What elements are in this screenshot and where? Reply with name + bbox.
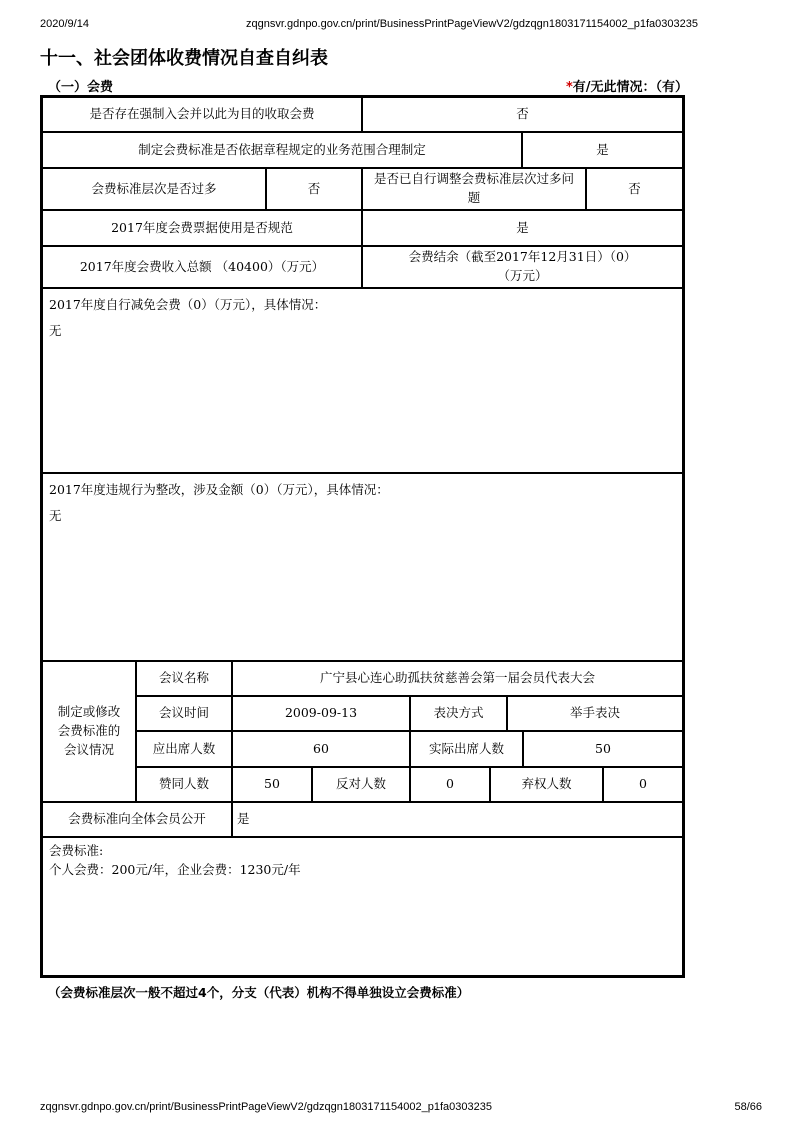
actual-attendance-label: 实际出席人数 <box>410 731 523 767</box>
standard-basis-label: 制定会费标准是否依据章程规定的业务范围合理制定 <box>42 132 522 168</box>
violation-label: 2017年度违规行为整改，涉及金额（0）（万元），具体情况： <box>49 482 389 497</box>
actual-attendance-value: 50 <box>523 731 683 767</box>
print-date: 2020/9/14 <box>40 18 89 30</box>
levels-label: 会费标准层次是否过多 <box>42 168 266 210</box>
fee-table <box>40 95 685 978</box>
abstain-count-value: 0 <box>603 767 683 802</box>
fee-standard-text: 个人会费：200元/年，企业会费：1230元/年 <box>49 862 301 878</box>
public-disclosure-value: 是 <box>232 802 683 837</box>
reduction-text: 无 <box>49 323 62 338</box>
required-star: * <box>565 80 573 95</box>
adjust-levels-label: 是否已自行调整会费标准层次过多问题 <box>362 168 586 210</box>
agree-count-label: 赞同人数 <box>136 767 232 802</box>
violation-text: 无 <box>49 508 62 523</box>
fee-standard-label: 会费标准: <box>49 843 104 858</box>
meeting-side-label: 制定或修改会费标准的会议情况 <box>42 661 136 802</box>
fee-standard-section <box>42 837 683 976</box>
income-total: 2017年度会费收入总额 （40400）（万元） <box>42 246 362 288</box>
section-title: （一）会费 <box>48 80 114 95</box>
meeting-name-label: 会议名称 <box>136 661 232 696</box>
footer-url: zqgnsvr.gdnpo.gov.cn/print/BusinessPrintPageViewV2/gdzqgn1803171154002_p1fa0303235 <box>40 1101 492 1113</box>
oppose-count-value: 0 <box>410 767 490 802</box>
vote-method-label: 表决方式 <box>410 696 507 731</box>
standard-basis-value: 是 <box>522 132 683 168</box>
expected-attendance-label: 应出席人数 <box>136 731 232 767</box>
status-indicator <box>566 76 688 95</box>
meeting-time-label: 会议时间 <box>136 696 232 731</box>
levels-value: 否 <box>266 168 362 210</box>
violation-section <box>42 473 683 661</box>
abstain-count-label: 弃权人数 <box>490 767 603 802</box>
forced-membership-value: 否 <box>362 97 683 132</box>
fee-balance: 会费结余（截至2017年12月31日）（0）（万元） <box>362 246 683 288</box>
forced-membership-label: 是否存在强制入会并以此为目的收取会费 <box>42 97 362 132</box>
reduction-section <box>42 288 683 473</box>
page-title: 十一、社会团体收费情况自查自纠表 <box>40 48 328 69</box>
receipt-label: 2017年度会费票据使用是否规范 <box>42 210 362 246</box>
receipt-value: 是 <box>362 210 683 246</box>
vote-method-value: 举手表决 <box>507 696 683 731</box>
meeting-time-value: 2009-09-13 <box>232 696 410 731</box>
public-disclosure-label: 会费标准向全体会员公开 <box>42 802 232 837</box>
adjust-levels-value: 否 <box>586 168 683 210</box>
oppose-count-label: 反对人数 <box>312 767 410 802</box>
meeting-name-value: 广宁县心连心助孤扶贫慈善会第一届会员代表大会 <box>232 661 683 696</box>
print-url: zqgnsvr.gdnpo.gov.cn/print/BusinessPrintPageViewV2/gdzqgn1803171154002_p1fa0303235 <box>246 18 698 30</box>
status-label: 有/无此情况：（有） <box>572 80 688 95</box>
agree-count-value: 50 <box>232 767 312 802</box>
footnote: （会费标准层次一般不超过4个，分支（代表）机构不得单独设立会费标准） <box>48 985 470 1000</box>
expected-attendance-value: 60 <box>232 731 410 767</box>
page-number: 58/66 <box>734 1101 762 1113</box>
reduction-label: 2017年度自行减免会费（0）（万元），具体情况： <box>49 297 327 312</box>
